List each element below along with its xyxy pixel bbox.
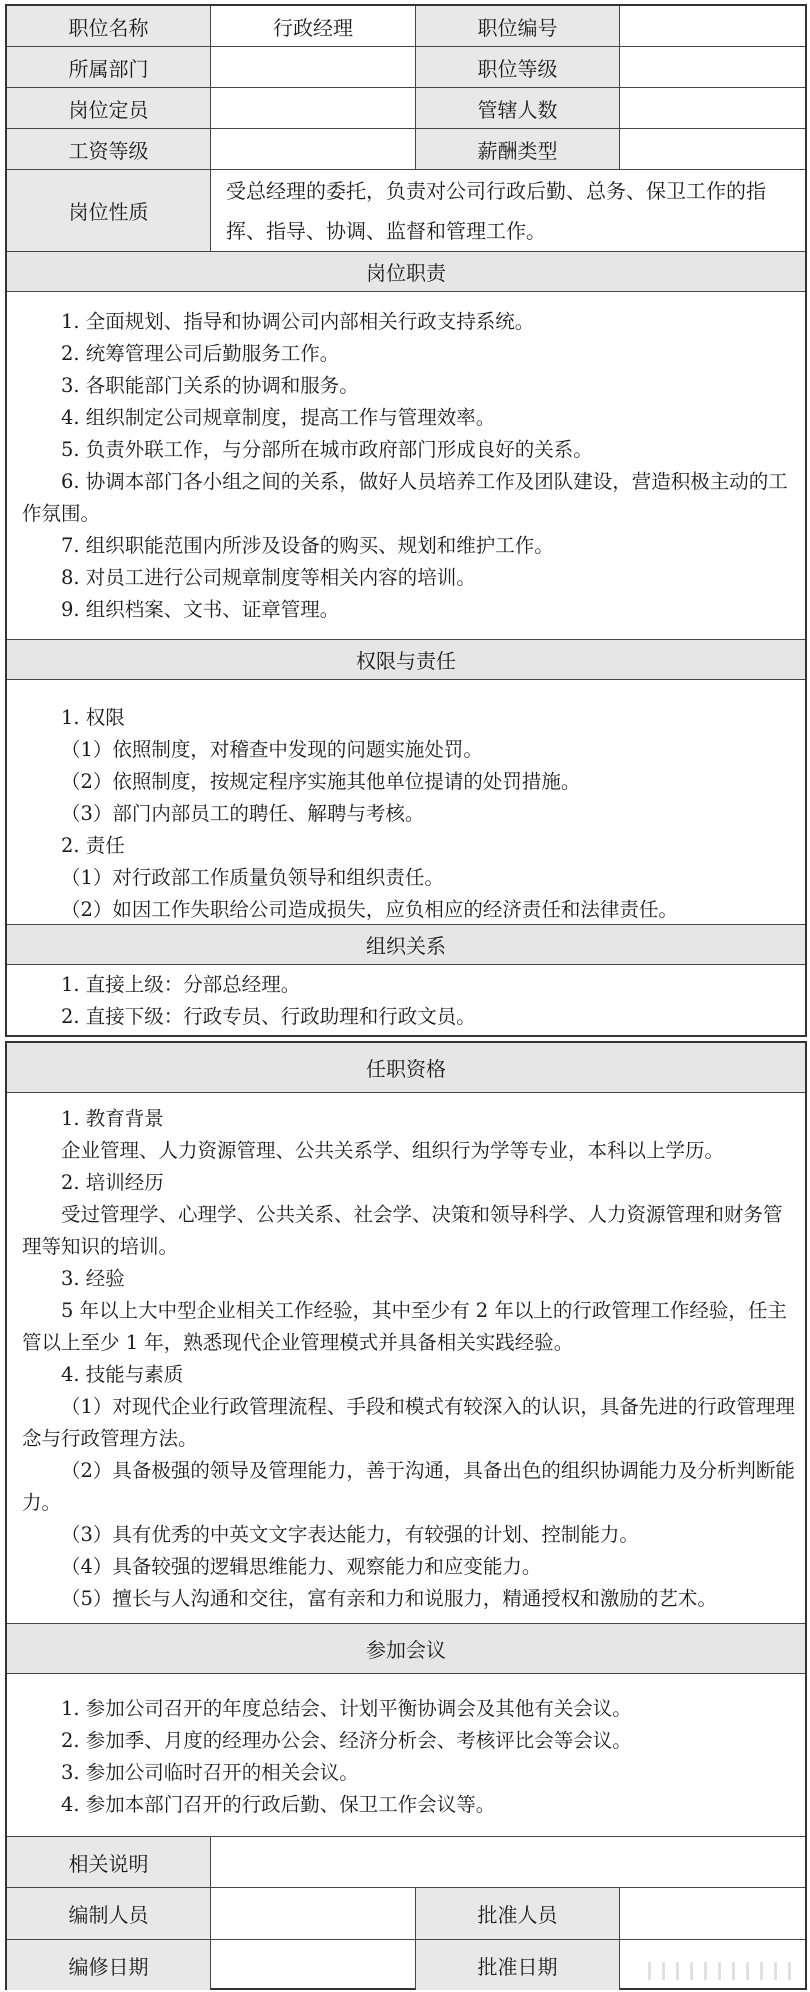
headcount-label: 岗位定员 [7,88,211,128]
organization-header: 组织关系 [7,925,805,965]
duty-item: 5. 负责外联工作，与分部所在城市政府部门形成良好的关系。 [61,438,593,461]
subordinates-value [620,88,805,128]
salary-grade-value [211,129,416,169]
row-salary [7,129,805,170]
qualification-item: （5）擅长与人沟通和交往，富有亲和力和说服力，精通授权和激励的艺术。 [61,1587,717,1610]
job-description-table-part2 [5,1041,807,1990]
position-name-label: 职位名称 [7,6,211,46]
position-code-value [620,6,805,46]
pay-type-value [620,129,805,169]
authority-item: 2. 责任 [61,834,125,857]
authority-header: 权限与责任 [7,640,805,680]
position-level-label: 职位等级 [416,47,620,87]
position-name-value: 行政经理 [211,6,416,46]
pay-type-label: 薪酬类型 [416,129,620,169]
qualification-item: 2. 培训经历 [61,1171,164,1194]
position-code-label: 职位编号 [416,6,620,46]
duty-item: 6. 协调本部门各小组之间的关系，做好人员培养工作及团队建设，营造积极主动的工作氛围。 [22,470,788,525]
row-nature [7,170,805,252]
nature-value: 受总经理的委托，负责对公司行政后勤、总务、保卫工作的指挥、指导、协调、监督和管理工作。 [226,178,766,243]
authority-item: 1. 权限 [61,706,125,729]
duty-item: 4. 组织制定公司规章制度，提高工作与管理效率。 [61,406,496,429]
revision-date-value [211,1940,416,1990]
duty-item: 9. 组织档案、文书、证章管理。 [61,598,340,621]
approval-date-label: 批准日期 [416,1940,620,1990]
approved-by-value [620,1888,805,1939]
meeting-item: 2. 参加季、月度的经理办公会、经济分析会、考核评比会等会议。 [61,1729,632,1752]
row-position-name [7,6,805,47]
qualification-item: 1. 教育背景 [61,1107,164,1130]
qualifications-content [7,1093,805,1624]
nature-label: 岗位性质 [7,170,211,251]
duty-item: 8. 对员工进行公司规章制度等相关内容的培训。 [61,566,476,589]
row-notes [7,1837,805,1888]
qualification-item: 5 年以上大中型企业相关工作经验，其中至少有 2 年以上的行政管理工作经验，任主管以上至少 1 年，熟悉现代企业管理模式并具备相关实践经验。 [22,1299,787,1354]
duties-content [7,292,805,640]
authority-item: （3）部门内部员工的聘任、解聘与考核。 [61,802,425,825]
authority-item: （2）依照制度，按规定程序实施其他单位提请的处罚措施。 [61,770,581,793]
qualification-item: 受过管理学、心理学、公共关系、社会学、决策和领导科学、人力资源管理和财务管理等知识的培训。 [22,1203,783,1258]
duty-item: 1. 全面规划、指导和协调公司内部相关行政支持系统。 [61,310,535,333]
department-value [211,47,416,87]
subordinates-label: 管辖人数 [416,88,620,128]
watermark [648,1962,798,1980]
authority-item: （1）对行政部工作质量负领导和组织责任。 [61,866,444,889]
duty-item: 7. 组织职能范围内所涉及设备的购买、规划和维护工作。 [61,534,554,557]
qualification-item: （4）具备较强的逻辑思维能力、观察能力和应变能力。 [61,1555,542,1578]
meeting-item: 1. 参加公司召开的年度总结会、计划平衡协调会及其他有关会议。 [61,1697,632,1720]
authority-content [7,680,805,925]
organization-item: 1. 直接上级：分部总经理。 [61,973,301,996]
authority-item: （2）如因工作失职给公司造成损失，应负相应的经济责任和法律责任。 [61,898,678,921]
approved-by-label: 批准人员 [416,1888,620,1939]
position-level-value [620,47,805,87]
qualification-item: 4. 技能与素质 [61,1363,184,1386]
qualification-item: 企业管理、人力资源管理、公共关系学、组织行为学等专业，本科以上学历。 [61,1139,725,1162]
duty-item: 3. 各职能部门关系的协调和服务。 [61,374,359,397]
row-headcount [7,88,805,129]
department-label: 所属部门 [7,47,211,87]
prepared-by-value [211,1888,416,1939]
meetings-header: 参加会议 [7,1624,805,1674]
notes-label: 相关说明 [7,1837,211,1887]
authority-item: （1）依照制度，对稽查中发现的问题实施处罚。 [61,738,483,761]
row-prepared [7,1888,805,1940]
meeting-item: 4. 参加本部门召开的行政后勤、保卫工作会议等。 [61,1793,496,1816]
meetings-content [7,1674,805,1837]
salary-grade-label: 工资等级 [7,129,211,169]
qualification-item: （3）具有优秀的中英文文字表达能力，有较强的计划、控制能力。 [61,1523,639,1546]
meeting-item: 3. 参加公司临时召开的相关会议。 [61,1761,359,1784]
qualification-item: 3. 经验 [61,1267,125,1290]
organization-item: 2. 直接下级：行政专员、行政助理和行政文员。 [61,1005,476,1028]
job-description-table-part1 [5,4,807,1037]
headcount-value [211,88,416,128]
organization-content [7,965,805,1035]
revision-date-label: 编修日期 [7,1940,211,1990]
row-department [7,47,805,88]
notes-value [211,1837,805,1887]
duties-header: 岗位职责 [7,252,805,292]
qualification-item: （1）对现代企业行政管理流程、手段和模式有较深入的认识，具备先进的行政管理理念与行政管理方法。 [22,1395,795,1450]
duty-item: 2. 统筹管理公司后勤服务工作。 [61,342,340,365]
qualification-item: （2）具备极强的领导及管理能力，善于沟通，具备出色的组织协调能力及分析判断能力。 [22,1459,795,1514]
prepared-by-label: 编制人员 [7,1888,211,1939]
qualifications-header: 任职资格 [7,1043,805,1093]
